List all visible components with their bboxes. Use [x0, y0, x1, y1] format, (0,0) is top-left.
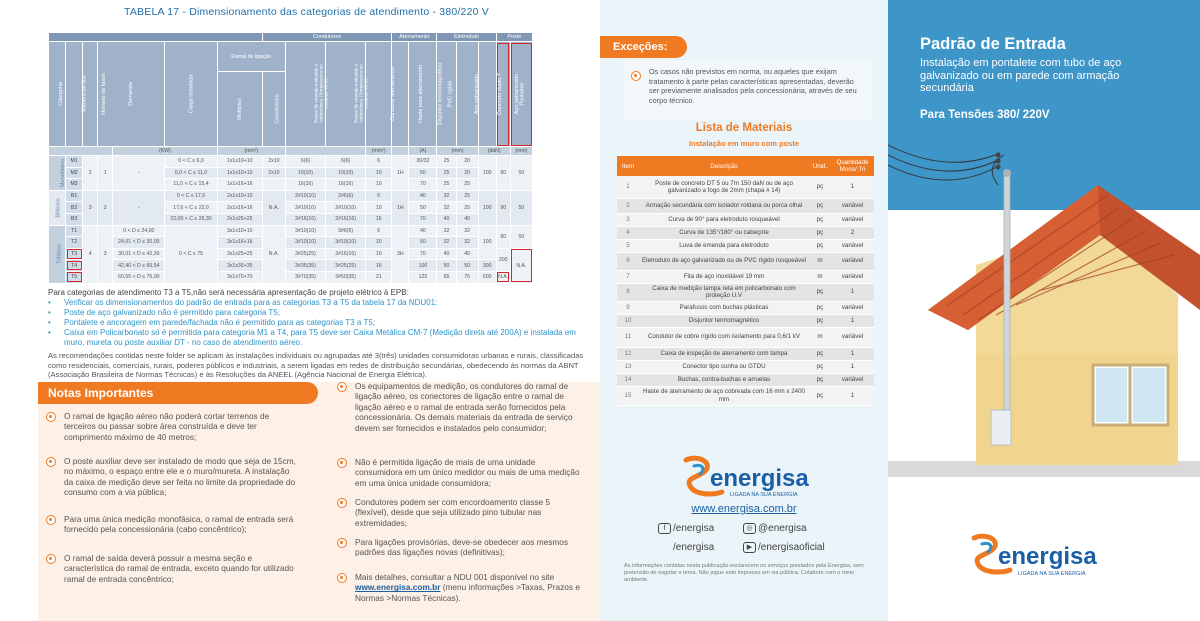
materials-subtitle: Instalação em muro com poste [688, 139, 800, 148]
cell-item: 6 [617, 252, 639, 270]
unit-kw: (KW) [113, 147, 217, 156]
bullet-icon [631, 71, 641, 81]
note-item: Mais detalhes, consultar a NDU 001 disponível no site www.energisa.com.br (menu informações >Taxas, Prazos e Normas >Normas Técnicas). [337, 572, 582, 603]
cell-desc: Curva de 135°/180° ou cabeçote [639, 226, 809, 239]
header-categoria: Categoria [49, 42, 66, 147]
cat-bi: Bifásico [49, 190, 66, 225]
unit-mm: (mm) [437, 147, 478, 156]
cell-qtd: variável [831, 301, 874, 314]
table-row [617, 198, 874, 213]
header-condutor-aterramento: Condutor aterramento [366, 42, 392, 147]
bullet-icon [46, 457, 56, 467]
svg-text:LIGADA NA SUA ENERGIA: LIGADA NA SUA ENERGIA [730, 492, 798, 498]
cell-item: 13 [617, 360, 639, 373]
cell-unid: pç [809, 283, 831, 301]
header-disjuntor: Disjuntor termomagnético [409, 42, 437, 147]
header-carga: Carga instalada [165, 42, 217, 147]
notes-list [48, 298, 593, 348]
cell-item: 1 [617, 176, 639, 198]
youtube-icon: ▶ [743, 542, 756, 553]
header-aco: Aço galvanizado [456, 42, 478, 147]
table-row [617, 270, 874, 283]
cell-unid: m [809, 252, 831, 270]
table-row [617, 176, 874, 198]
cell-item: 8 [617, 283, 639, 301]
instagram-icon: ◎ [743, 523, 756, 534]
group-aterramento: Aterramento [392, 33, 437, 42]
table-row: T5 60,55 < D ≤ 75,00 3x1x70+70 3#70(35) 3#50(35) 21 125 65 75 600 N.A. [49, 271, 533, 283]
cell-qtd: 1 [831, 283, 874, 301]
table-row [617, 283, 874, 301]
cell-desc: Poste de concreto DT 5 ou 7m 150 daN ou de aço galvanizado a fogo de 2mm (chapa # 14) [639, 176, 809, 198]
header-concreto: Concreto duplo T [478, 42, 496, 147]
cell-desc: Eletroduto de aço galvanizado ou de PVC rígido rosqueável [639, 252, 809, 270]
cell-unid: pç [809, 360, 831, 373]
note-item: Para ligações provisórias, deve-se obedecer aos mesmos padrões das ligações novas (definitivas); [337, 537, 582, 558]
materials-table [617, 156, 874, 406]
cell-desc: Luva de emenda para eletroduto [639, 239, 809, 252]
col-unid: Unid. [809, 156, 831, 176]
excecoes-text: Os casos não previstos em norma, ou aqueles que exijam tratamento à parte pelas características apresentadas, deverão ser previamente analisados pela concessionária, através de seu corpo técnico. [649, 67, 857, 105]
cell-qtd: variável [831, 327, 874, 347]
cell-item: 5 [617, 239, 639, 252]
header-ramal-90: Ramal de entrada embutido e subterrâneo (Temperatura no condutor 90°C) [326, 42, 366, 147]
note-item: Condutores podem ser com encordoamento classe 5 (flexível), desde que seja utilizado pino tubular nas extremidades; [337, 497, 582, 528]
cell-item: 10 [617, 314, 639, 327]
cell-item: 3 [617, 213, 639, 226]
table-row [617, 226, 874, 239]
cell-qtd: variável [831, 252, 874, 270]
table-row: Monofásico M1 2 1 - 0 < C ≤ 6,0 1x1x10+10 2x10 6(6) 6(6) 6 1H 30/32 25 20 100 90 50 [49, 156, 533, 168]
svg-text:energisa: energisa [710, 465, 809, 492]
table-row: T4 42,40 < D ≤ 60,54 3x1x35+35 3#35(35) 3#25(25) 16 100 50 50 300 [49, 260, 533, 272]
cell-item: 12 [617, 347, 639, 360]
note-item: O ramal de ligação aéreo não poderá cortar terrenos de terceiros ou passar sobre área construída e deve ter comprimento máximo de 40 metros; [46, 411, 296, 442]
cell-qtd: variável [831, 213, 874, 226]
instagram-link[interactable]: ◎ @energisa [743, 523, 807, 534]
note-item: O ramal de saída deverá possuir a mesma seção e característica do ramal de entrada, exceto quando for utilizado ramal de entrada concêntrico; [46, 553, 296, 584]
unit-dan: (daN) [478, 147, 510, 156]
cell-unid: pç [809, 239, 831, 252]
table-row: B2 17,6 < C ≤ 22,0 2x1x16+16 2#10(10) 2#10(10) 10 50 32 25 [49, 202, 533, 214]
cell-unid: pç [809, 176, 831, 198]
header-haste: Haste para aterramento [392, 42, 409, 147]
header-fios: Número de fios [66, 42, 83, 147]
cell-item: 15 [617, 386, 639, 405]
youtube-link[interactable]: ▶ /energisaoficial [743, 542, 825, 553]
cell-desc: Caixa de medição tampa reta em policarbonato com proteção U.V [639, 283, 809, 301]
cell-item: 11 [617, 327, 639, 347]
bullet-icon [46, 554, 56, 564]
cell-qtd: variável [831, 373, 874, 386]
unit-mm2-at: (mm²) [366, 147, 392, 156]
cell-qtd: 1 [831, 176, 874, 198]
house-illustration [888, 115, 1200, 533]
cell-qtd: variável [831, 270, 874, 283]
bullet-icon [337, 458, 347, 468]
header-fases: Número de fases [83, 42, 98, 147]
table-row: T2 24,01 < D ≤ 30,00 3x1x16+16 3#10(10) 3#10(10) 10 50 32 32 [49, 237, 533, 249]
cell-qtd: 1 [831, 347, 874, 360]
bullet-icon [337, 538, 347, 548]
cell-unid: pç [809, 301, 831, 314]
cell-desc: Curva de 90° para eletroduto rosqueável [639, 213, 809, 226]
table-row: M2 6,0 < C ≤ 11,0 1x1x10+10 2x10 10(10) 10(10) 10 50 25 20 [49, 167, 533, 179]
cell-item: 9 [617, 301, 639, 314]
cell-unid: pç [809, 347, 831, 360]
cover-subtitle: Instalação em pontalete com tubo de aço galvanizado ou em parede com armação secundária [920, 57, 1122, 94]
cell-desc: Haste de aterramento de aço cobreada com 16 mm x 2400 mm [639, 386, 809, 405]
cell-qtd: variável [831, 239, 874, 252]
table-row [617, 327, 874, 347]
table-row [617, 314, 874, 327]
table-title: TABELA 17 - Dimensionamento das categorias de atendimento - 380/220 V [124, 6, 489, 18]
cell-item: 7 [617, 270, 639, 283]
unit-a: (A) [409, 147, 437, 156]
header-ramal-70: Ramal de entrada embutido e subterrâneo (Temperatura no condutor 70°C) [285, 42, 325, 147]
cell-desc: Fita de aço inoxidável 19 mm [639, 270, 809, 283]
table-row: Trifásico T1 4 3 0 < D ≤ 24,00 0 < C ≤ 75 3x1x10+10 N.A. 3#10(10) 3#6(6) 6 3H 40 32 32 100 90 50 [49, 225, 533, 237]
right-panel [888, 0, 1200, 621]
table-row: M3 11,0 < C ≤ 15,4 1x1x16+16 16(16) 16(16) 10 70 25 25 [49, 179, 533, 191]
cell-desc: Parafusos com buchas plásticas [639, 301, 809, 314]
note-item: Para uma única medição monofásica, o ramal de entrada será fornecido pela concessionária (cabo concêntrico); [46, 514, 296, 535]
col-desc: Descrição [639, 156, 809, 176]
cell-unid: m [809, 327, 831, 347]
bullet-icon [337, 498, 347, 508]
facebook-icon: f [658, 523, 671, 534]
cell-unid: pç [809, 226, 831, 239]
facebook-link[interactable]: f /energisa [658, 523, 714, 534]
table-row [617, 301, 874, 314]
middle-panel [600, 0, 888, 621]
note-item: Não é permitida ligação de mais de uma unidade consumidora em um único medidor ou mais de uma medição em uma única unidade consumidora; [337, 457, 582, 488]
table-row [617, 386, 874, 405]
cell-desc: Condutor de cobre rígido com isolamento para 0,6/1 kV [639, 327, 809, 347]
bullet-icon [337, 382, 347, 392]
notes-head: Para categorias de atendimento T3 a T5,não será necessária apresentação de projeto elétrico à EPB: [48, 288, 409, 297]
notas-importantes-banner: Notas Importantes [38, 382, 318, 404]
twitter-link[interactable]: /energisa [673, 542, 715, 553]
col-qtd: Quantidade Mono/ Tri [831, 156, 874, 176]
cell-desc: Conector tipo cunha ou GTDU [639, 360, 809, 373]
cell-desc: Caixa de inspeção de aterramento com tampa [639, 347, 809, 360]
group-condutores: Condutores [262, 33, 391, 42]
materials-title: Lista de Materiais [695, 122, 793, 134]
cell-qtd: variável [831, 198, 874, 213]
cell-unid: pç [809, 314, 831, 327]
header-pvc: PVC rígido [437, 42, 456, 147]
table-row [617, 360, 874, 373]
list-item: • Pontalete e ancoragem em parede/fachada não é permitido para as categorias T3 a T5; [48, 318, 593, 328]
list-item: • Poste de aço galvanizado não é permitido para categoria T5; [48, 308, 593, 318]
cover-title: Padrão de Entrada [920, 35, 1066, 53]
table-row: T3 30,01 < D ≤ 42,39 3x1x25+25 3#25(25) 3#16(16) 10 70 40 40 200 N.A. [49, 248, 533, 260]
note-item: Os equipamentos de medição, os condutores do ramal de ligação aéreo, os conectores de ligação entre o ramal de ligação aéreo e o ramal de entrada serão fornecidos pela concessionária. Os demais materiais da entrada de serviço devem ser fornecidos e instalados pelo consumidor; [337, 381, 582, 433]
svg-text:LIGADA NA SUA ENERGIA: LIGADA NA SUA ENERGIA [1018, 571, 1086, 577]
col-item: Item [617, 156, 639, 176]
cat-tri: Trifásico [49, 225, 66, 283]
header-aco-galv: Aço galvanizado [496, 42, 510, 147]
cell-qtd: 1 [831, 360, 874, 373]
energisa-logo-cover [968, 530, 1118, 582]
excecoes-banner: Exceções: [600, 36, 687, 58]
dimension-table [48, 32, 533, 284]
table-notes [48, 288, 593, 348]
cell-desc: Armação secundária com isolador roldana ou porca olhal [639, 198, 809, 213]
note-item: O poste auxiliar deve ser instalado de modo que seja de 15cm, no máximo, o espaço entre ele e o muro/mureta. A instalação da caixa de medição deve ser feita no limite da propriedade do consumo com a via pública; [46, 456, 296, 498]
header-demanda: Demanda [98, 42, 165, 147]
disclaimer: As informações contidas nesta publicação esclarecem os serviços prestados pela Energisa, sem pretensão de esgotar o tema. Não jogue este impresso em via pública. Colabore com o meio ambiente. [624, 563, 864, 583]
unit-mm-pont: (mm) [510, 147, 532, 156]
table-row [617, 373, 874, 386]
cell-desc: Disjuntor termomagnético [639, 314, 809, 327]
bullet-icon [337, 573, 347, 583]
table-row: B3 22,00 < C ≤ 26,30 2x1x25+25 2#16(16) 2#16(16) 16 70 40 40 [49, 213, 533, 225]
cell-qtd: 1 [831, 314, 874, 327]
group-poste: Poste [496, 33, 532, 42]
cell-qtd: 1 [831, 386, 874, 405]
unit-mm2: (mm²) [217, 147, 285, 156]
cell-unid: pç [809, 213, 831, 226]
header-multiplex: Multiplex [217, 72, 262, 147]
cell-item: 2 [617, 198, 639, 213]
list-item: • Verificar os dimensionamentos do padrão de entrada para as categorias T3 a T5 da tabela 17 da NDU01; [48, 298, 593, 308]
table-row [617, 347, 874, 360]
table-row: Bifásico B1 3 2 - 0 < C ≤ 17,6 2x1x10+10 N.A. 2#10(10) 2#6(6) 6 1H 40 32 25 100 90 50 [49, 190, 533, 202]
cell-qtd: 2 [831, 226, 874, 239]
cell-unid: pç [809, 198, 831, 213]
cell-unid: pç [809, 373, 831, 386]
header-concentrico: Concêntrico [262, 72, 285, 147]
cell-unid: pç [809, 386, 831, 405]
bullet-icon [46, 412, 56, 422]
list-item: • Caixa em Policarbonato só é permitida para categoria M1 a T4, para T5 deve ser Caixa Metálica CM-7 (Medição direta até 200A) e instalada em muro, mureta ou poste auxiliar DT - no caso de atendimento aéreo. [48, 328, 593, 348]
site-url[interactable]: www.energisa.com.br [691, 503, 797, 515]
table-row [617, 239, 874, 252]
recommendations-text: As recomendações contidas neste folder se aplicam às instalações individuais ou agrupadas até 3(três) unidades consumidoras urbanas e rurais, classificadas como residenciais, comerciais, rurais, poderes públicos e industriais, a serem ligadas em redes de distribuição secundárias, obedecendo às normas da ABNT (Associação Brasileira de Normas Técnicas) e às Resoluções da ANEEL (Agência Nacional de Energia Elétrica). [48, 351, 584, 380]
cell-item: 4 [617, 226, 639, 239]
table-row [617, 213, 874, 226]
group-eletroduto: Eletroduto [437, 33, 496, 42]
header-pontalete: Pontalete [510, 42, 532, 147]
energisa-logo [680, 452, 830, 502]
cat-mono: Monofásico [49, 156, 66, 191]
cell-desc: Buchas, contra-buchas e arruelas [639, 373, 809, 386]
header-ramal: Ramal de ligação [217, 42, 285, 72]
energisa-link[interactable]: www.energisa.com.br [355, 582, 441, 593]
bullet-icon [46, 515, 56, 525]
table-row [617, 252, 874, 270]
cell-item: 14 [617, 373, 639, 386]
cover-tension: Para Tensões 380/ 220V [920, 109, 1050, 121]
svg-text:energisa: energisa [998, 543, 1097, 570]
cell-unid: m [809, 270, 831, 283]
